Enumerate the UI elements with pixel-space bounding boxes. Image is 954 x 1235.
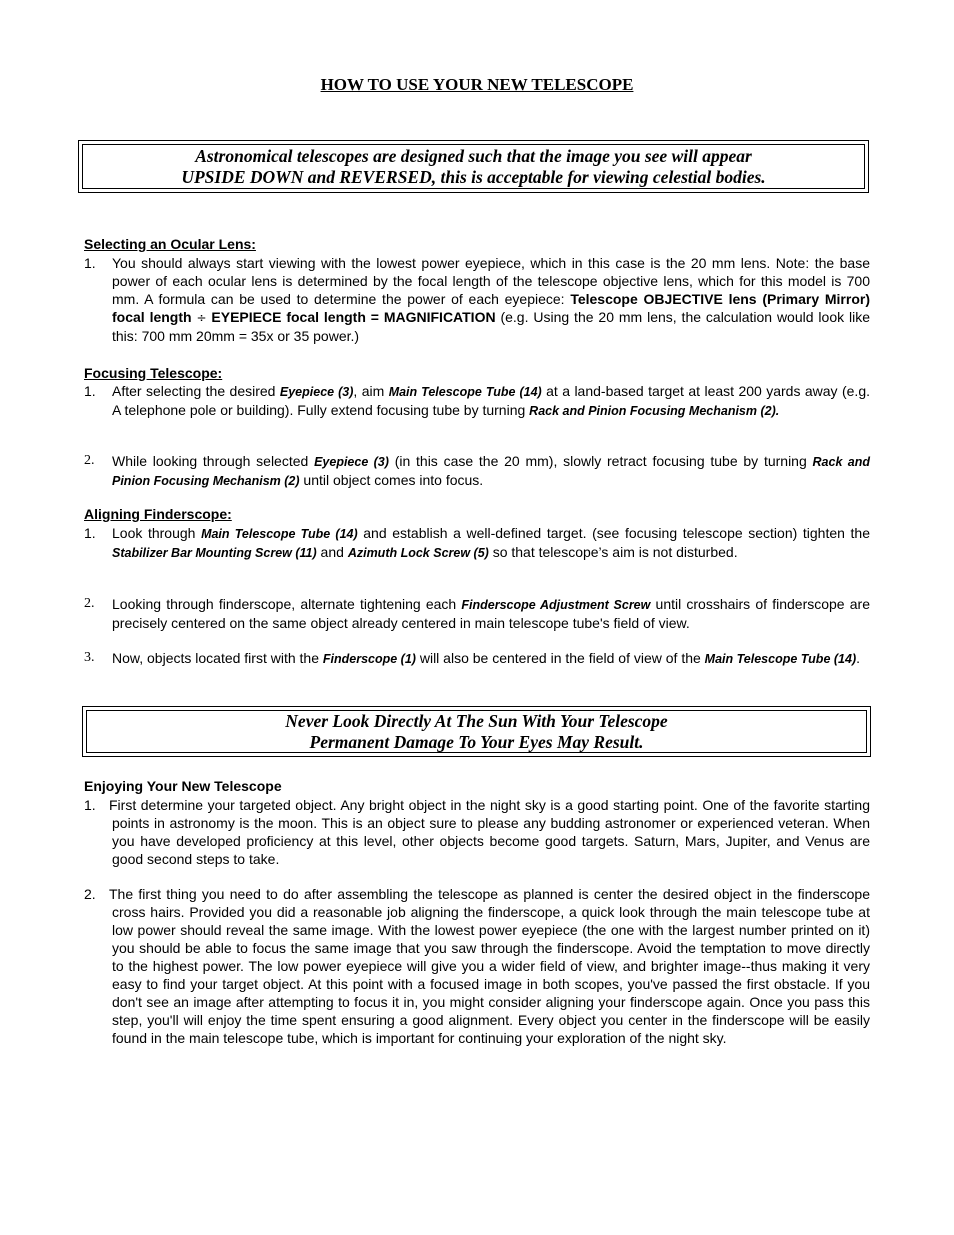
- sun-warning-line-1: Never Look Directly At The Sun With Your Telescope: [285, 710, 668, 731]
- page-title: HOW TO USE YOUR NEW TELESCOPE: [320, 75, 634, 94]
- enjoying-item-1: [84, 796, 870, 868]
- orientation-notice-line-2: UPSIDE DOWN and REVERSED, this is acceptable for viewing celestial bodies.: [181, 166, 766, 187]
- aligning-item-3: [84, 649, 870, 668]
- list-number: 1.: [84, 525, 96, 541]
- ocular-heading: Selecting an Ocular Lens:: [84, 236, 256, 252]
- aligning-text: until crosshairs of finderscope are precisely centered on the same object already centered in main telescope tube's field of view.: [112, 596, 870, 631]
- focusing-item-1: [84, 382, 870, 420]
- focusing-text: After selecting the desired: [112, 383, 280, 399]
- part-ref-eyepiece: Eyepiece (3): [279, 385, 354, 399]
- focusing-text: , aim: [353, 383, 389, 399]
- list-number: 3.: [84, 650, 95, 665]
- orientation-notice-box: [78, 140, 869, 193]
- enjoying-text-1: First determine your targeted object. Any bright object in the night sky is a good starting point. One of the favorite starting points in astronomy is the moon. This is an object sure to please any budding astronomer or experienced veteran. When you have developed proficiency at this level, other objects become good targets. Saturn, Mars, Jupiter, and Venus are good second steps to take.: [109, 797, 870, 867]
- list-number: 1.: [84, 255, 96, 271]
- part-ref-main-tube: Main Telescope Tube (14): [388, 385, 542, 399]
- focusing-text: While looking through selected: [112, 453, 315, 469]
- sun-warning-box: [82, 706, 871, 757]
- aligning-text: will also be centered in the field of view of the: [415, 650, 705, 666]
- formula-objective: Telescope OBJECTIVE lens (Primary Mirror) focal length: [112, 291, 870, 325]
- list-number: 2.: [84, 596, 95, 611]
- part-ref-rack-pinion: Rack and Pinion Focusing Mechanism (2): [112, 455, 870, 488]
- ocular-item-1: [84, 254, 870, 345]
- list-number: 1.: [84, 383, 96, 399]
- aligning-item-1: [84, 524, 870, 562]
- aligning-text: Look through: [112, 525, 202, 541]
- part-ref-rack-pinion: Rack and Pinion Focusing Mechanism (2).: [529, 404, 780, 418]
- focusing-text: (in this case the 20 mm), slowly retract focusing tube by turning: [388, 453, 813, 469]
- focusing-text: at a land-based target at least 200 yards away (e.g. A telephone pole or building). Fully extend focusing tube by turning: [112, 383, 870, 418]
- part-ref-azimuth-screw: Azimuth Lock Screw (5): [347, 546, 489, 560]
- aligning-item-2: [84, 595, 870, 632]
- part-ref-finderscope-screw: Finderscope Adjustment Screw: [461, 598, 651, 612]
- orientation-notice-line-1: Astronomical telescopes are designed such that the image you see will appear: [195, 145, 752, 166]
- focusing-text: until object comes into focus.: [299, 472, 484, 488]
- orientation-notice: [82, 144, 865, 189]
- aligning-text: and establish a well-defined target. (see focusing telescope section) tighten the: [357, 525, 870, 541]
- aligning-text: Looking through finderscope, alternate tightening each: [112, 596, 462, 612]
- formula-eyepiece: EYEPIECE focal length = MAGNIFICATION: [206, 309, 496, 325]
- aligning-text: so that telescope’s aim is not disturbed.: [488, 544, 738, 560]
- enjoying-text-2: The first thing you need to do after assembling the telescope as planned is center the desired object in the finderscope cross hairs. Provided you did a reasonable job aligning the finderscope, a quick look through the main telescope tube at low power should reveal the same image. With the lowest power eyepiece (the one with the largest number printed on it) you should be able to focus the same image that you saw through the finderscope. Avoid the temptation to move directly to the highest power. The low power eyepiece will give you a wider field of view, and brighter image--thus making it very easy to find your target object. At this point with a focused image in both scopes, you've passed the first obstacle. If you don't see an image after attempting to focus it in, you might consider aligning your finderscope again. Once you pass this step, you'll will enjoy the time spent ensuring a good alignment. Every object you center in the finderscope will be easily found in the main telescope tube, which is important for continuing your exploration of the night sky.: [109, 886, 870, 1046]
- list-number: 2.: [84, 453, 95, 468]
- enjoying-item-2: [84, 885, 870, 1047]
- ocular-text-1: You should always start viewing with the lowest power eyepiece, which in this case is the 20 mm lens. Note: the base power of each ocular lens is determined by the focal length of the telescope objective lens, which for this model is 700 mm. A formula can be used to determine the power of each eyepiece:: [112, 255, 870, 307]
- enjoying-heading: Enjoying Your New Telescope: [84, 778, 282, 794]
- aligning-text: and: [316, 544, 348, 560]
- aligning-heading: Aligning Finderscope:: [84, 506, 232, 522]
- focusing-item-2: [84, 452, 870, 490]
- aligning-text: Now, objects located first with the: [112, 650, 323, 666]
- part-ref-finderscope: Finderscope (1): [322, 652, 416, 666]
- list-number: 1.: [84, 797, 96, 813]
- part-ref-stabilizer-screw: Stabilizer Bar Mounting Screw (11): [112, 546, 317, 560]
- sun-warning: [86, 710, 867, 753]
- part-ref-main-tube: Main Telescope Tube (14): [201, 527, 358, 541]
- part-ref-eyepiece: Eyepiece (3): [314, 455, 389, 469]
- aligning-text: .: [856, 650, 860, 666]
- part-ref-main-tube: Main Telescope Tube (14): [704, 652, 857, 666]
- sun-warning-line-2: Permanent Damage To Your Eyes May Result.: [309, 731, 644, 752]
- division-symbol: ÷: [196, 311, 207, 325]
- ocular-text-2: (e.g. Using the 20 mm lens, the calculation would look like this: 700 mm 20mm = 35x or 35 power.): [112, 309, 871, 344]
- list-number: 2.: [84, 886, 96, 902]
- focusing-heading: Focusing Telescope:: [84, 365, 223, 381]
